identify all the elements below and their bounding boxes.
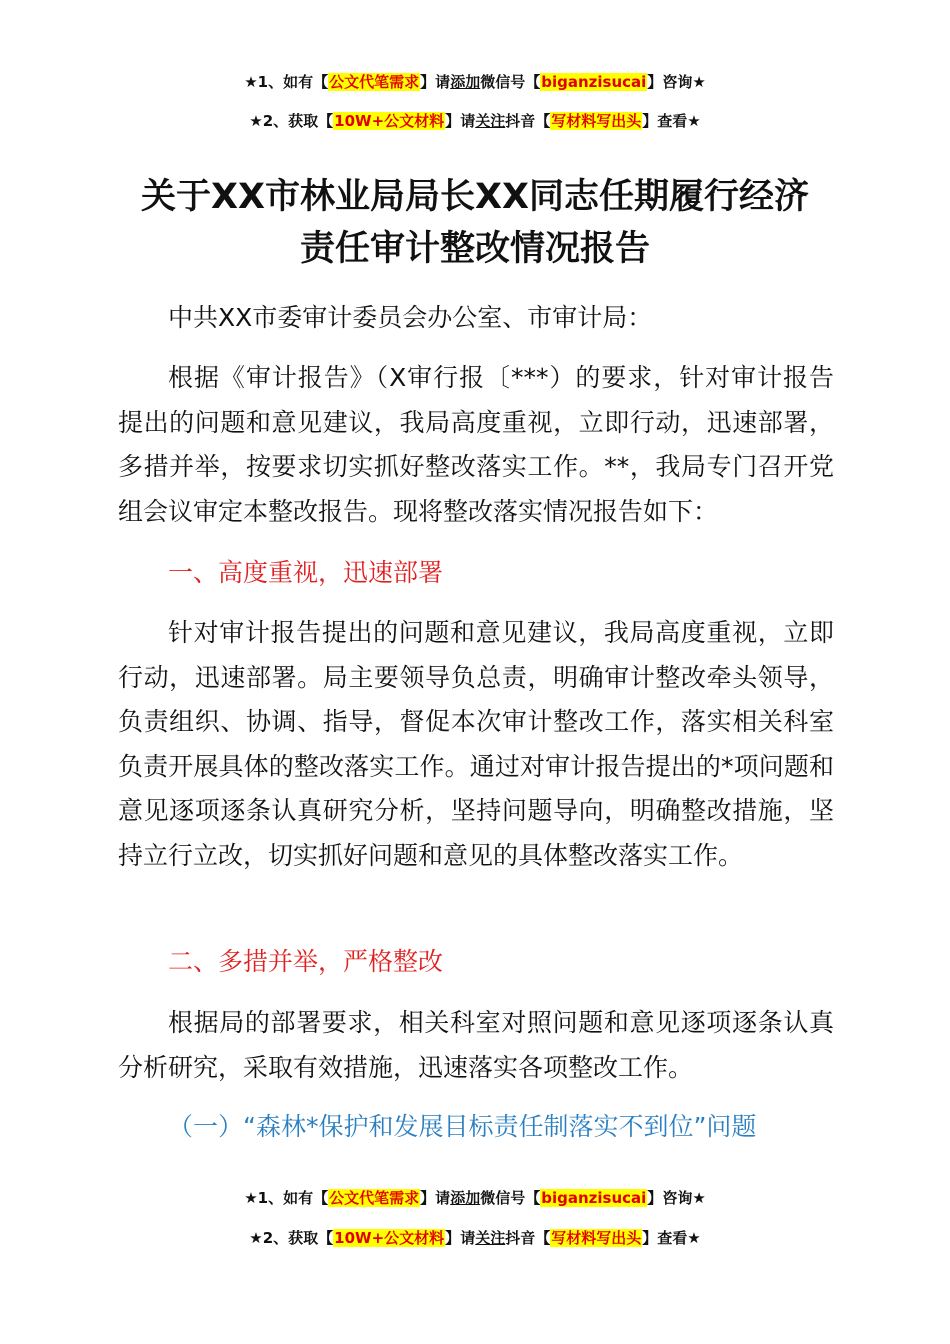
banner-text: 抖音: [505, 1229, 536, 1247]
bottom-banner-line-2: [0, 1228, 950, 1248]
highlight-materials: 10W+公文材料: [334, 1229, 445, 1247]
banner-text: 请: [435, 73, 451, 91]
banner-underlined-text: 添加: [450, 73, 481, 91]
banner-text: ★1、如有: [244, 1189, 314, 1207]
banner-bracket: 【: [535, 1229, 551, 1247]
banner-underlined-text: 关注: [475, 1229, 506, 1247]
document-title-line-2: 责任审计整改情况报告: [299, 229, 650, 269]
document-title-line-1: 关于XX市林业局局长XX同志任期履行经济: [141, 177, 809, 217]
banner-text: 请: [460, 112, 476, 130]
banner-text: 请: [435, 1189, 451, 1207]
banner-bracket: 【: [313, 73, 329, 91]
banner-text: 微信号: [480, 1189, 526, 1207]
banner-underlined-text: 添加: [450, 1189, 481, 1207]
section-heading-1: 一、高度重视，迅速部署: [168, 558, 444, 587]
banner-text: 查看★: [657, 112, 701, 130]
banner-bracket: 】: [642, 1229, 658, 1247]
banner-bracket: 【: [318, 1229, 334, 1247]
highlight-service: 公文代笔需求: [329, 1189, 420, 1207]
banner-text: 请: [460, 1229, 476, 1247]
banner-bracket: 】: [420, 1189, 436, 1207]
banner-bracket: 】: [647, 73, 663, 91]
banner-text: 咨询★: [662, 1189, 706, 1207]
banner-underlined-text: 关注: [475, 112, 506, 130]
salutation: 中共XX市委审计委员会办公室、市审计局：: [168, 303, 653, 332]
paragraph-section-2: 根据局的部署要求，相关科室对照问题和意见逐项逐条认真分析研究，采取有效措施，迅速落实各项整改工作。: [118, 1008, 834, 1082]
banner-text: ★2、获取: [249, 112, 319, 130]
top-banner-line-2: [0, 111, 950, 131]
highlight-douyin-account: 写材料写出头: [551, 1229, 642, 1247]
banner-bracket: 【: [535, 112, 551, 130]
highlight-materials: 10W+公文材料: [334, 112, 445, 130]
paragraph-intro: 根据《审计报告》（X审行报〔***）的要求，针对审计报告提出的问题和意见建议，我局高度重视，立即行动，迅速部署，多措并举，按要求切实抓好整改落实工作。**，我局专门召开党组会议审定本整改报告。现将整改落实情况报告如下：: [118, 363, 834, 526]
banner-bracket: 】: [445, 1229, 461, 1247]
subsection-heading-1: （一）“森林*保护和发展目标责任制落实不到位”问题: [168, 1112, 757, 1141]
banner-bracket: 】: [445, 112, 461, 130]
banner-text: 咨询★: [662, 73, 706, 91]
banner-text: 微信号: [480, 73, 526, 91]
banner-text: 查看★: [657, 1229, 701, 1247]
top-banner-line-1: [0, 72, 950, 92]
banner-bracket: 【: [313, 1189, 329, 1207]
highlight-douyin-account: 写材料写出头: [551, 112, 642, 130]
banner-text: ★2、获取: [249, 1229, 319, 1247]
highlight-wechat-id: biganzisucai: [541, 1189, 647, 1207]
paragraph-section-1: 针对审计报告提出的问题和意见建议，我局高度重视，立即行动，迅速部署。局主要领导负总责，明确审计整改牵头领导，负责组织、协调、指导，督促本次审计整改工作，落实相关科室负责开展具体的整改落实工作。通过对审计报告提出的*项问题和意见逐项逐条认真研究分析，坚持问题导向，明确整改措施，坚持立行立改，切实抓好问题和意见的具体整改落实工作。: [118, 618, 834, 870]
banner-bracket: 】: [420, 73, 436, 91]
highlight-wechat-id: biganzisucai: [541, 73, 647, 91]
section-heading-2: 二、多措并举，严格整改: [168, 947, 444, 976]
banner-bracket: 】: [642, 112, 658, 130]
banner-bracket: 】: [647, 1189, 663, 1207]
banner-bracket: 【: [318, 112, 334, 130]
highlight-service: 公文代笔需求: [329, 73, 420, 91]
bottom-banner-line-1: [0, 1188, 950, 1208]
banner-text: ★1、如有: [244, 73, 314, 91]
banner-text: 抖音: [505, 112, 536, 130]
banner-bracket: 【: [525, 73, 541, 91]
banner-bracket: 【: [525, 1189, 541, 1207]
